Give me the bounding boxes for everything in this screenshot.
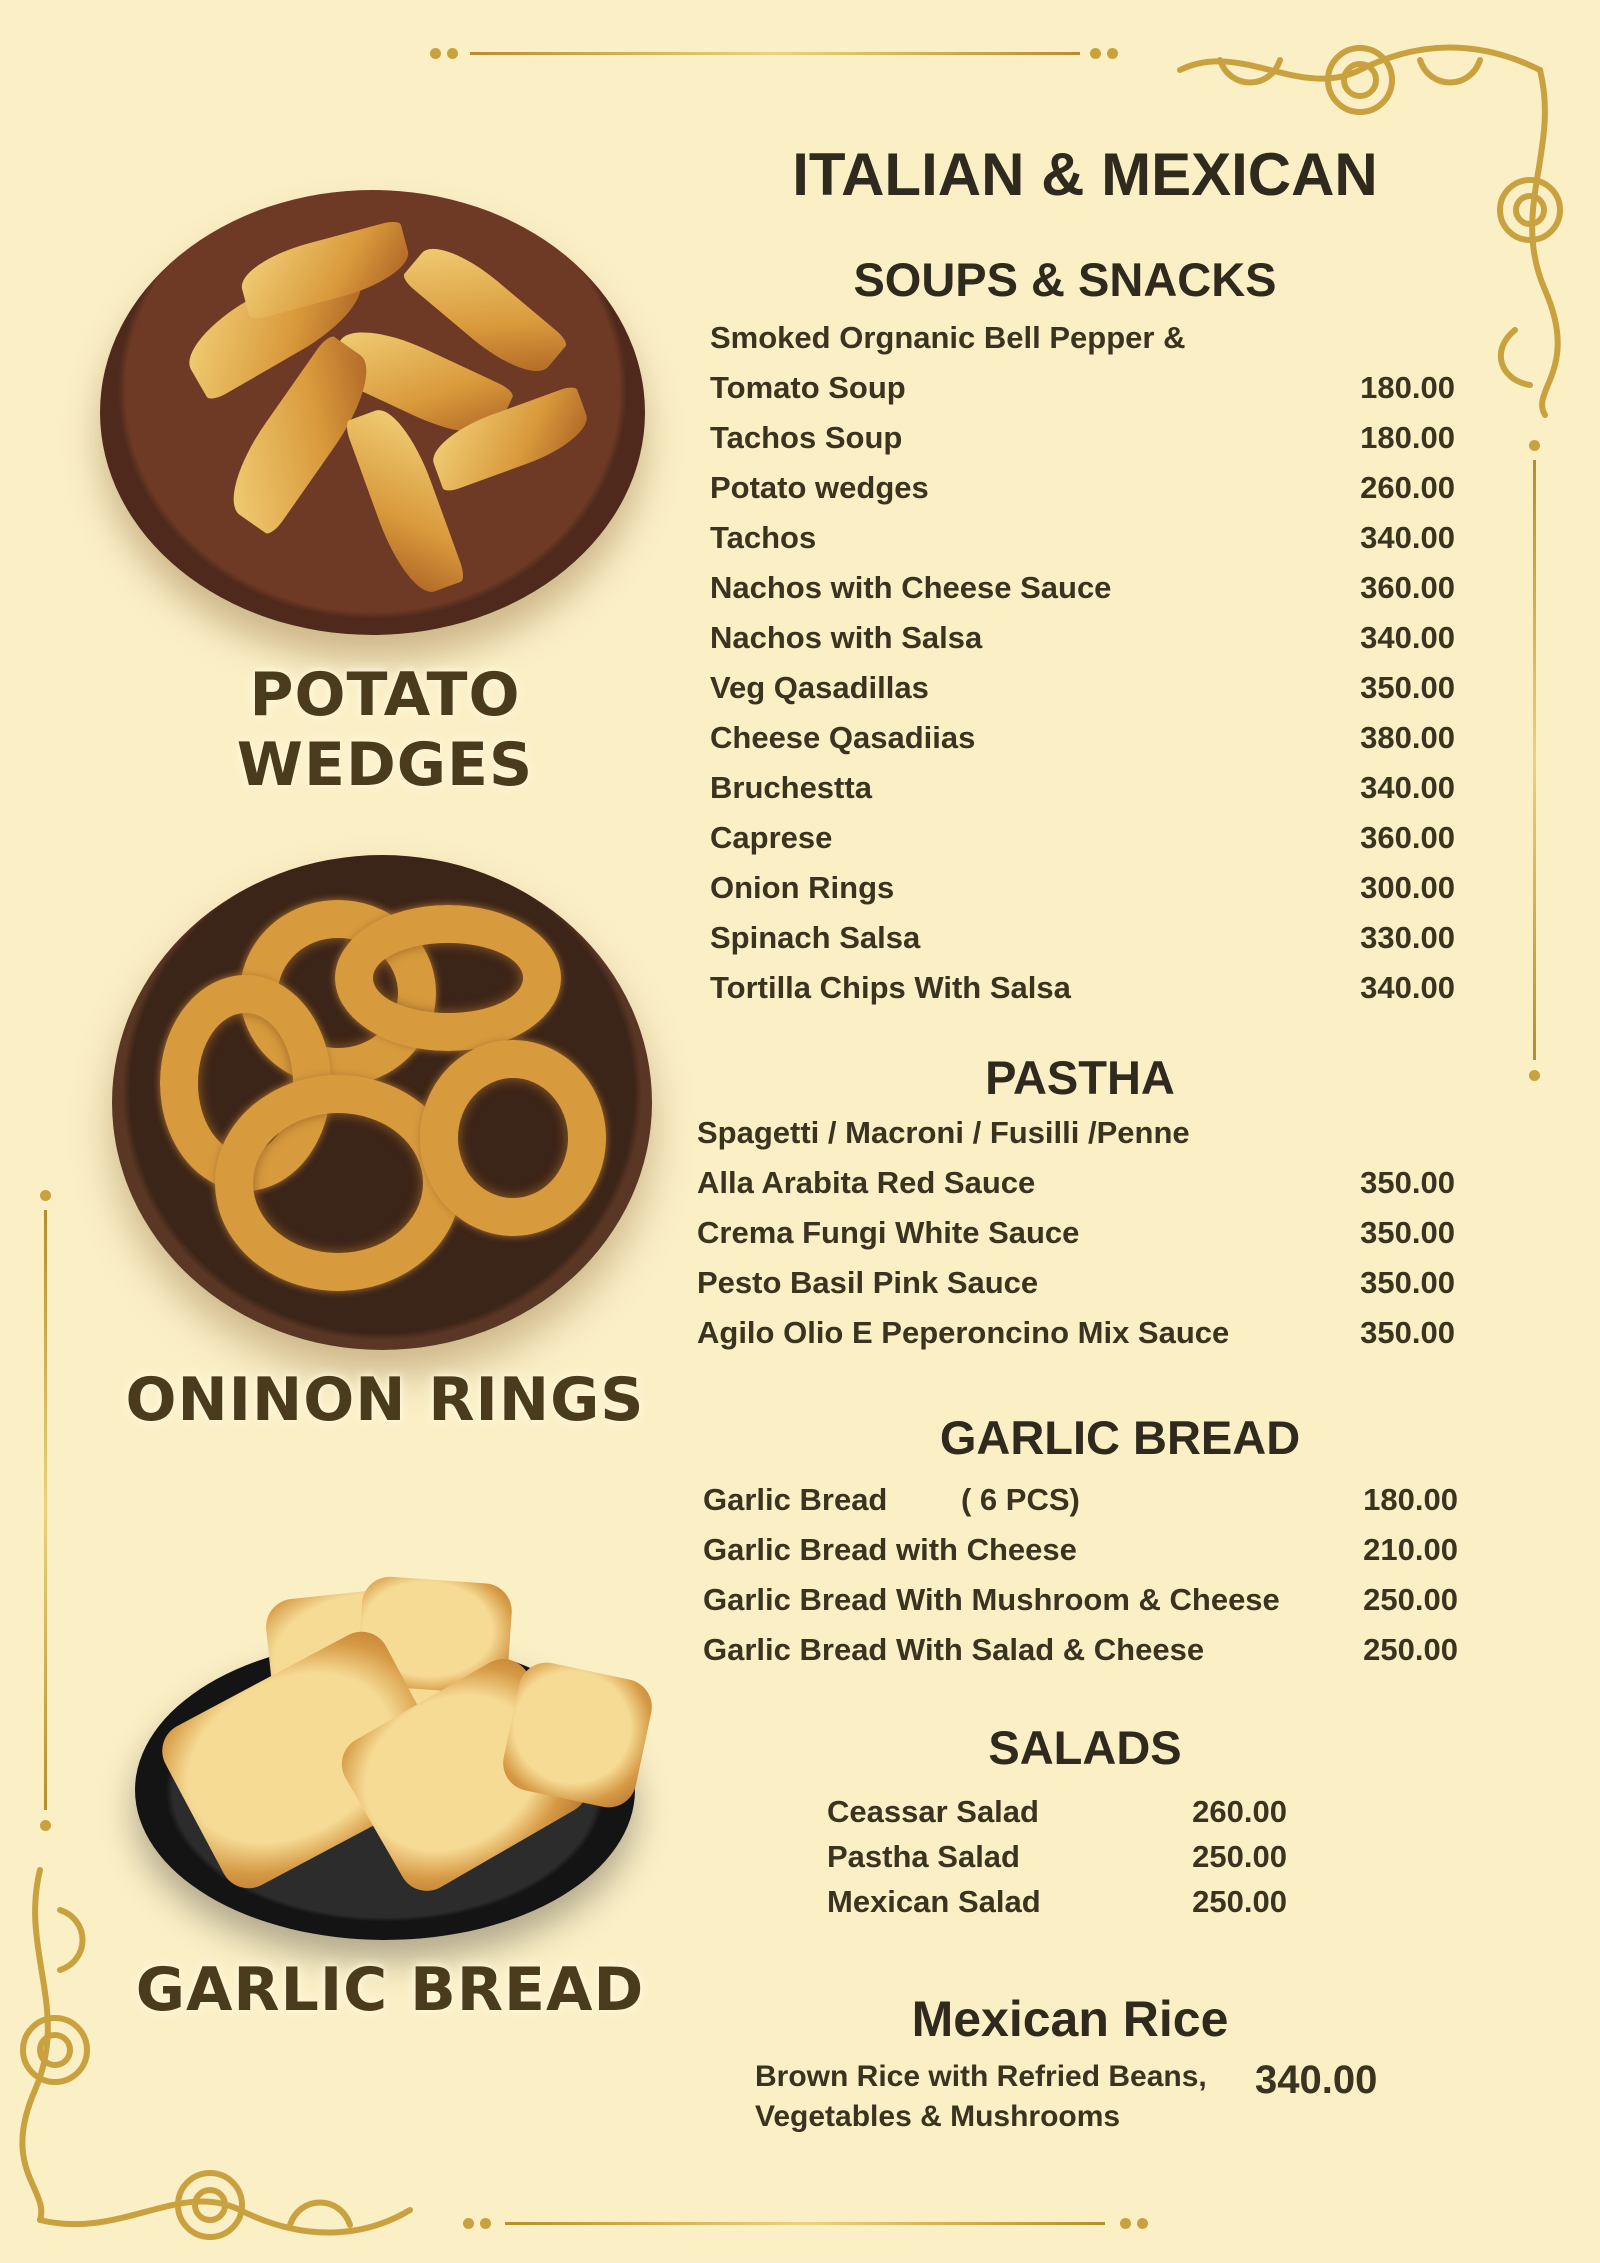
section-heading-salads: SALADS [988,1721,1182,1774]
list-item [827,1794,1287,1844]
item-price: 360.00 [1360,820,1455,855]
item-price: 350.00 [1360,1315,1455,1350]
item-price: 350.00 [1360,1265,1455,1300]
right-gold-rule [1533,460,1536,1060]
mexican-rice-description-line1: Brown Rice with Refried Beans, [755,2060,1207,2093]
item-price: 250.00 [1363,1582,1458,1617]
list-item [697,1215,1455,1265]
item-price: 260.00 [1360,470,1455,505]
top-rule-dot-left-2 [447,48,458,59]
top-rule-dot-left [430,48,441,59]
item-name: Spinach Salsa [710,920,921,955]
item-price: 250.00 [1363,1632,1458,1667]
item-price: 250.00 [1192,1839,1287,1874]
mexican-rice-price: 340.00 [1255,2058,1378,2102]
item-price: 350.00 [1360,1215,1455,1250]
list-item [827,1839,1287,1889]
right-rule-dot-top [1529,440,1540,451]
item-name: Bruchestta [710,770,872,805]
item-price: 180.00 [1360,420,1455,455]
item-name: Tachos Soup [710,420,903,455]
onion-ring [335,905,561,1051]
item-name: Garlic Bread [703,1482,888,1517]
item-name: Garlic Bread With Mushroom & Cheese [703,1582,1280,1617]
item-name: Crema Fungi White Sauce [697,1215,1080,1250]
page-title: ITALIAN & MEXICAN [792,141,1378,208]
item-name: Veg Qasadillas [710,670,929,705]
list-item [697,1115,1455,1165]
section-heading-soups-snacks: SOUPS & SNACKS [853,253,1277,306]
bottom-rule-dot-right-2 [1137,2218,1148,2229]
list-item [703,1582,1458,1632]
list-item [697,1165,1455,1215]
list-item [710,920,1455,970]
list-item [710,970,1455,1020]
item-name: Tomato Soup [710,370,906,405]
item-price: 180.00 [1363,1482,1458,1517]
item-price: 340.00 [1360,770,1455,805]
item-price: 300.00 [1360,870,1455,905]
section-heading-pastha: PASTHA [985,1051,1175,1104]
item-name: Smoked Orgnanic Bell Pepper & [710,320,1186,355]
list-item [827,1884,1287,1934]
item-name: Cheese Qasadiias [710,720,976,755]
list-item [697,1315,1455,1365]
item-name: Garlic Bread with Cheese [703,1532,1077,1567]
left-gold-rule [44,1210,47,1810]
item-price: 340.00 [1360,620,1455,655]
item-name: Onion Rings [710,870,895,905]
list-item [697,1265,1455,1315]
item-price: 340.00 [1360,520,1455,555]
top-rule-dot-right-2 [1107,48,1118,59]
bottom-rule-dot-left-2 [480,2218,491,2229]
potato-wedges-caption: POTATO WEDGES [236,660,534,800]
item-name: Ceassar Salad [827,1794,1039,1829]
bottom-rule-dot-left [463,2218,474,2229]
item-name: Garlic Bread With Salad & Cheese [703,1632,1205,1667]
list-item [710,820,1455,870]
top-gold-rule [470,52,1080,55]
item-price: 260.00 [1192,1794,1287,1829]
list-item [703,1482,1458,1532]
mexican-rice-description-line2: Vegetables & Mushrooms [755,2100,1121,2133]
item-price: 180.00 [1360,370,1455,405]
bread-slice [498,1657,657,1812]
left-rule-dot-top [40,1190,51,1201]
list-item [710,670,1455,720]
left-rule-dot-bottom [40,1820,51,1831]
item-price: 250.00 [1192,1884,1287,1919]
item-name: Pastha Salad [827,1839,1020,1874]
list-item [710,320,1455,370]
section-heading-garlic-bread: GARLIC BREAD [939,1411,1301,1464]
list-item [710,570,1455,620]
list-item [710,470,1455,520]
onion-rings-caption: ONINON RINGS [125,1365,645,1435]
item-name: Alla Arabita Red Sauce [697,1165,1036,1200]
top-rule-dot-right [1090,48,1101,59]
list-item [710,420,1455,470]
item-name: Pesto Basil Pink Sauce [697,1265,1039,1300]
item-price: 350.00 [1360,1165,1455,1200]
list-item [710,770,1455,820]
garlic-bread-caption: GARLIC BREAD [135,1955,645,2025]
item-price: 330.00 [1360,920,1455,955]
list-item [710,870,1455,920]
right-rule-dot-bottom [1529,1070,1540,1081]
bottom-rule-dot-right [1120,2218,1131,2229]
item-price: 360.00 [1360,570,1455,605]
list-item [703,1532,1458,1582]
list-item [703,1632,1458,1682]
item-note: ( 6 PCS) [961,1482,1080,1517]
onion-ring [420,1040,606,1236]
item-price: 350.00 [1360,670,1455,705]
item-name: Caprese [710,820,833,855]
item-name: Spagetti / Macroni / Fusilli /Penne [697,1115,1190,1150]
item-name: Potato wedges [710,470,929,505]
item-name: Nachos with Salsa [710,620,983,655]
list-item [710,720,1455,770]
item-name: Agilo Olio E Peperoncino Mix Sauce [697,1315,1230,1350]
list-item [710,520,1455,570]
item-name: Tortilla Chips With Salsa [710,970,1071,1005]
bottom-gold-rule [505,2222,1105,2225]
item-name: Mexican Salad [827,1884,1041,1919]
list-item [710,620,1455,670]
item-price: 340.00 [1360,970,1455,1005]
section-heading-mexican-rice: Mexican Rice [911,1991,1229,2047]
item-price: 210.00 [1363,1532,1458,1567]
item-name: Tachos [710,520,817,555]
list-item [710,370,1455,420]
item-name: Nachos with Cheese Sauce [710,570,1112,605]
item-price: 380.00 [1360,720,1455,755]
